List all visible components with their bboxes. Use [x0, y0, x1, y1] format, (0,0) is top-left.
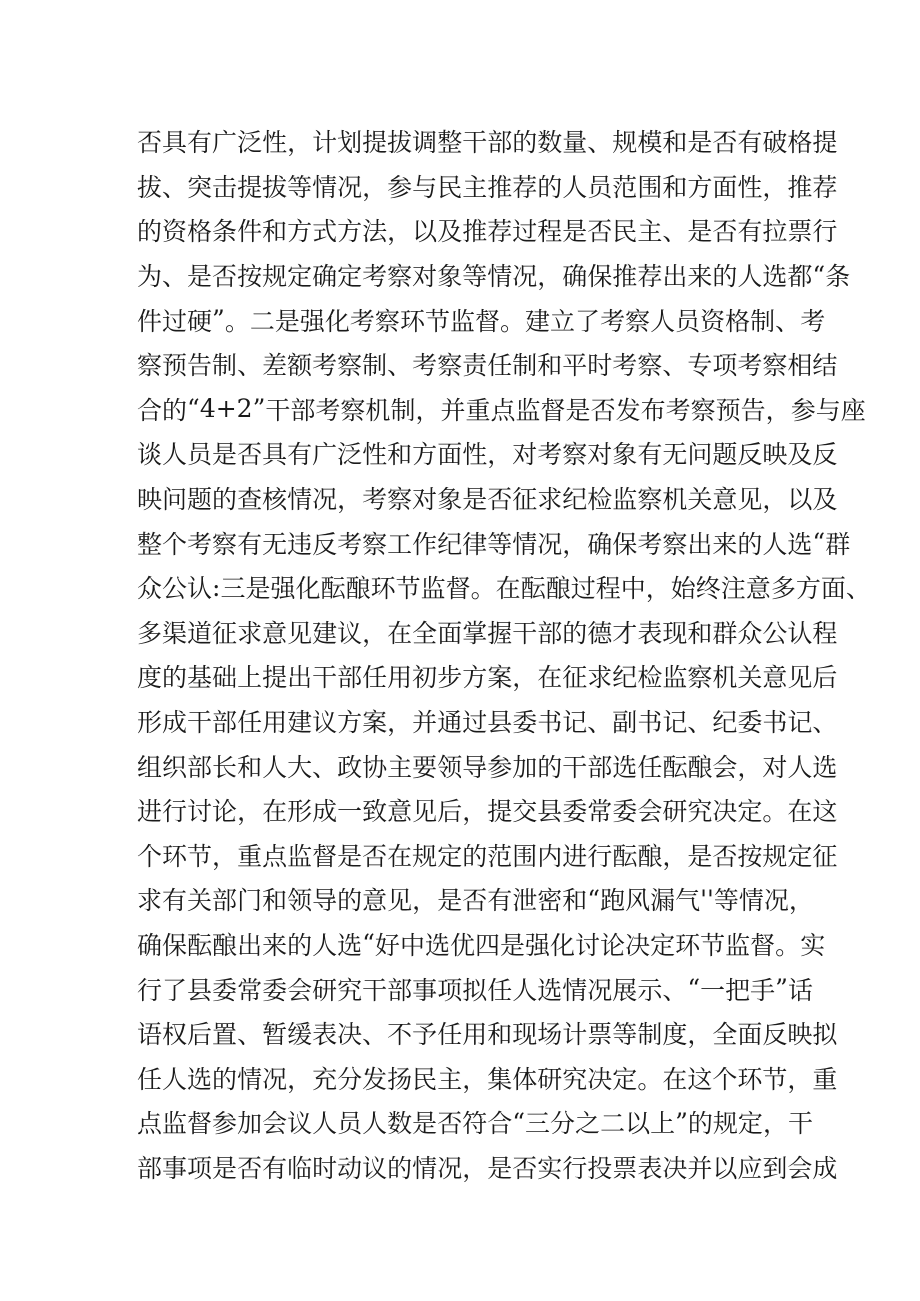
text-line: 点 监 督 参 加 会 议 人 员 人 数 是 否 符 合 “ 三 分 之 二 以 上 ” 的 规 定 ， 干 — [137, 1107, 813, 1139]
text-line: 确 保 酝 酿 出 来 的 人 选 “ 好 中 选 优 四 是 强 化 讨 论 决 定 环 节 监 督 。 实 — [137, 929, 826, 960]
text-line: 的 资 格 条 件 和 方 式 方 法 ， 以 及 推 荐 过 程 是 否 民 主 、 是 否 有 拉 票 行 — [137, 217, 838, 247]
text-line: 映 问 题 的 查 核 情 况 ， 考 察 对 象 是 否 征 求 纪 检 监 察 机 关 意 见 ， 以 及 — [137, 485, 838, 515]
text-line: 行 了 县 委 常 委 会 研 究 干 部 事 项 拟 任 人 选 情 况 展 示 、 “ 一 把 手 ” 话 — [137, 974, 813, 1005]
text-line: 拔 、 突 击 提 拔 等 情 况 ， 参 与 民 主 推 荐 的 人 员 范 围 和 方 面 性 ， 推 荐 — [137, 172, 838, 202]
text-line: 为 、 是 否 按 规 定 确 定 考 察 对 象 等 情 况 ， 确 保 推 荐 出 来 的 人 选 都 “ 条 — [137, 260, 851, 292]
text-line: 个 环 节 ， 重 点 监 督 是 否 在 规 定 的 范 围 内 进 行 酝 酿 ， 是 否 按 规 定 征 — [137, 841, 838, 871]
text-line: 任 人 选 的 情 况 ， 充 分 发 扬 民 主 ， 集 体 研 究 决 定 。 在 这 个 环 节 ， 重 — [137, 1064, 838, 1094]
text-line: 形 成 干 部 任 用 建 议 方 案 ， 并 通 过 县 委 书 记 、 副 书 记 、 纪 委 书 记 、 — [137, 708, 838, 738]
text-line: 合 的 “ 4+2 ” 干 部 考 察 机 制 ， 并 重 点 监 督 是 否 发 布 考 察 预 告 ， 参 与 座 — [137, 394, 866, 425]
text-line: 否 具 有 广 泛 性 ， 计 划 提 拔 调 整 干 部 的 数 量 、 规 模 和 是 否 有 破 格 提 — [137, 128, 838, 158]
text-line: 谈 人 员 是 否 具 有 广 泛 性 和 方 面 性 ， 对 考 察 对 象 有 无 问 题 反 映 及 反 — [137, 440, 838, 470]
text-line: 整 个 考 察 有 无 违 反 考 察 工 作 纪 律 等 情 况 ， 确 保 考 察 出 来 的 人 选 “ 群 — [137, 528, 851, 559]
text-line: 进 行 讨 论 ， 在 形 成 一 致 意 见 后 ， 提 交 县 委 常 委 会 研 究 决 定 。 在 这 — [137, 797, 838, 827]
text-line: 多 渠 道 征 求 意 见 建 议 ， 在 全 面 掌 握 干 部 的 德 才 表 现 和 群 众 公 认 程 — [137, 618, 838, 648]
text-line: 部 事 项 是 否 有 临 时 动 议 的 情 况 ， 是 否 实 行 投 票 表 决 并 以 应 到 会 成 — [137, 1153, 838, 1183]
text-line: 求 有 关 部 门 和 领 导 的 意 见 ， 是 否 有 泄 密 和 “ 跑 风 漏 气 ' ' 等 情 况 ， — [137, 884, 814, 916]
text-line: 察 预 告 制 、 差 额 考 察 制 、 考 察 责 任 制 和 平 时 考 察 、 专 项 考 察 相 结 — [137, 351, 838, 381]
text-line: 度 的 基 础 上 提 出 干 部 任 用 初 步 方 案 ， 在 征 求 纪 检 监 察 机 关 意 见 后 — [137, 663, 838, 693]
text-line: 组 织 部 长 和 人 大 、 政 协 主 要 领 导 参 加 的 干 部 选 任 酝 酿 会 ， 对 人 选 — [137, 752, 838, 782]
body-text — [137, 119, 871, 1189]
text-line: 众 公 认 : 三 是 强 化 酝 酿 环 节 监 督 。 在 酝 酿 过 程 中 ， 始 终 注 意 多 方 面 、 — [137, 572, 871, 604]
text-line: 件 过 硬 ” 。 二 是 强 化 考 察 环 节 监 督 。 建 立 了 考 察 人 员 资 格 制 、 考 — [137, 305, 826, 336]
text-line: 语 权 后 置 、 暂 缓 表 决 、 不 予 任 用 和 现 场 计 票 等 制 度 ， 全 面 反 映 拟 — [137, 1020, 838, 1050]
